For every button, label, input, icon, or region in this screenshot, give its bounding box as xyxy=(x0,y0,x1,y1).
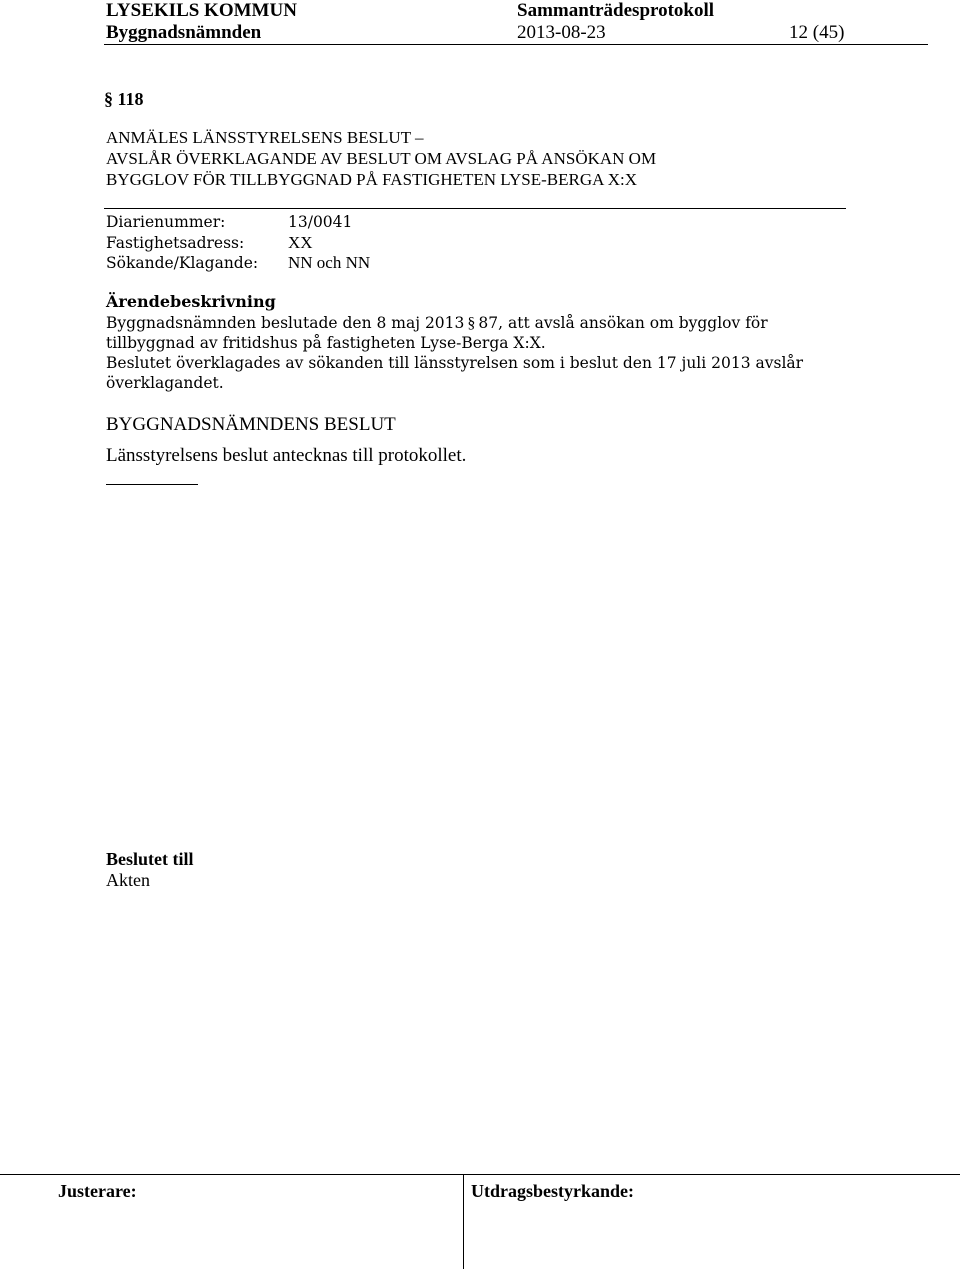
distribution-recipient: Akten xyxy=(106,870,150,890)
board-name: Byggnadsnämnden xyxy=(106,22,262,43)
municipality-name: LYSEKILS KOMMUN xyxy=(106,0,297,21)
title-line-3: BYGGLOV FÖR TILLBYGGNAD PÅ FASTIGHETEN LYSE-BERGA X:X xyxy=(106,170,637,189)
header-rule xyxy=(104,44,928,45)
adjuster-label: Justerare: xyxy=(58,1181,137,1201)
footer-divider xyxy=(463,1174,464,1269)
description-line-3: Beslutet överklagades av sökanden till länsstyrelsen som i beslut den 17 juli 2013 avslår xyxy=(106,354,804,372)
paragraph-number: § 118 xyxy=(104,89,144,109)
meta-value-applicant: NN och NN xyxy=(288,253,371,272)
decision-text: Länsstyrelsens beslut antecknas till protokollet. xyxy=(106,445,467,466)
paragraph-sign: § xyxy=(467,315,476,332)
description-line-1-end: 87, att avslå ansökan om bygglov för xyxy=(478,314,768,332)
title-line-1: ANMÄLES LÄNSSTYRELSENS BESLUT – xyxy=(106,128,424,147)
decision-heading: BYGGNADSNÄMNDENS BESLUT xyxy=(106,414,396,435)
protocol-type: Sammanträdesprotokoll xyxy=(517,0,715,21)
page-number: 12 (45) xyxy=(789,22,845,43)
description-line-1 xyxy=(106,313,768,335)
decision-end-rule xyxy=(106,484,198,485)
meta-value-case-number: 13/0041 xyxy=(288,213,353,231)
title-line-2: AVSLÅR ÖVERKLAGANDE AV BESLUT OM AVSLAG PÅ ANSÖKAN OM xyxy=(106,149,657,168)
description-line-4: överklagandet. xyxy=(106,374,224,392)
extract-certification-label: Utdragsbestyrkande: xyxy=(471,1181,635,1201)
meta-label-applicant: Sökande/Klagande: xyxy=(106,254,259,272)
meeting-date: 2013-08-23 xyxy=(517,22,606,43)
description-line-2: tillbyggnad av fritidshus på fastigheten Lyse-Berga X:X. xyxy=(106,334,546,352)
meta-value-property-address: XX xyxy=(288,233,313,252)
meta-label-case-number: Diarienummer: xyxy=(106,213,226,231)
description-line-1-start: Byggnadsnämnden beslutade den 8 maj 2013 xyxy=(106,314,465,332)
meta-label-property-address: Fastighetsadress: xyxy=(106,234,245,252)
title-rule xyxy=(104,208,846,209)
distribution-heading: Beslutet till xyxy=(106,849,194,869)
footer-rule xyxy=(0,1174,960,1175)
description-heading: Ärendebeskrivning xyxy=(106,292,276,311)
